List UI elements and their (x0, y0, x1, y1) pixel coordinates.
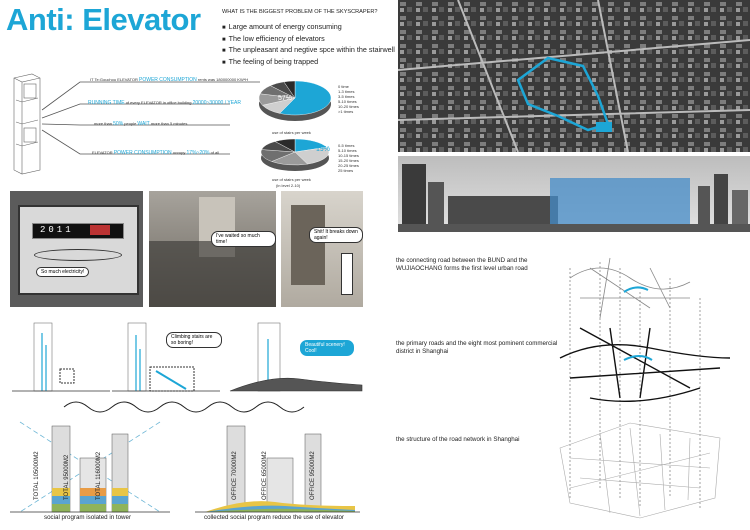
pie1-caption: use of stairs per week (272, 130, 311, 135)
map-caption-2: the primary roads and the eight most pominent commercial district in Shanghai (396, 340, 558, 355)
problem-item: ■ The unpleasant and negtive spce within the stairwell (222, 45, 395, 57)
pie2-caption: use of stairs per week (272, 177, 311, 182)
legend-item: 5-10 times (338, 99, 357, 104)
aerial-map-texture (398, 0, 750, 152)
legend-item: 25 times (338, 168, 354, 173)
isolated-program-caption: social program isolated in tower (44, 514, 132, 521)
stairs-use-pie-1 (255, 78, 335, 126)
bar-left-label-3: TOTAL 116000M2 (96, 451, 102, 500)
road-network-layers (540, 248, 750, 528)
pie1-legend (338, 84, 370, 114)
collected-program-diagram (185, 418, 365, 522)
legend-item: 20-25 times (338, 163, 359, 168)
page-title: Anti: Elevator (6, 2, 201, 37)
legend-item: 15-20 times (338, 158, 359, 163)
stat-running-time: RUNNING TIME of every ELEVATOR in office building 20000~30000 / YEAR (88, 100, 241, 106)
lobby-speech-bubble: I've waited so much time! (211, 231, 276, 247)
meter-digits: 2011 (40, 225, 74, 235)
legend-item: 0-5 times (338, 143, 355, 148)
problem-item: ■ Large amount of energy consuming (222, 22, 395, 34)
meter-speech-bubble: So much electricity! (36, 267, 89, 277)
stairs-use-pie-2 (255, 136, 335, 176)
aerial-city-map (398, 0, 750, 152)
map-caption-1: the connecting road between the BUND and the WUJIAOCHANG forms the first level urban road (396, 257, 528, 272)
legend-item: 5-10 times (338, 148, 357, 153)
problem-item: ■ The low efficiency of elevators (222, 34, 395, 46)
legend-item: 1-3 times (338, 89, 355, 94)
boring-stairs-bubble: Climbing stairs are so boring! (166, 332, 222, 348)
skyline-panorama-photo (398, 156, 750, 232)
elevator-shaft-diagram (0, 70, 270, 185)
bar-left-label-2: TOTAL 95000M2 (64, 454, 70, 500)
stat-wait-time: more than 50% people WAIT more than 5 minutes (94, 121, 188, 127)
legend-item: 3-5 times (338, 94, 355, 99)
legend-item: >1 times (338, 109, 354, 114)
legend-item: 0 time (338, 84, 349, 89)
question-heading: WHAT IS THE BIGGEST PROBLEM OF THE SKYSCRAPER? (222, 9, 378, 15)
bar-right-label-3: OFFICE 95000M2 (310, 451, 316, 500)
bar-right-label-1: OFFICE 70000M2 (232, 451, 238, 500)
stat-power-total: IT Te:Gouchou ELEVATOR POWER CONSUMPTION rents was 180000000 KW*H (90, 77, 249, 83)
bar-right-label-2: OFFICE 65000M2 (262, 451, 268, 500)
legend-item: 10-20 times (338, 104, 359, 109)
pie2-legend (338, 143, 370, 173)
broken-elevator-speech-bubble: Shit! It breaks down again! (309, 227, 363, 243)
bar-left-label-1: TOTAL 105000M2 (34, 451, 40, 500)
problem-list (222, 22, 395, 68)
stat-power-share: ELEVATOR POWER CONSUMPTION occupy 17%~20% of all (92, 150, 220, 156)
scenery-bubble: Beautiful scenery! Cool! (300, 340, 354, 356)
pie2-caption-level: (in level 2-10) (276, 183, 301, 188)
elevator-lobby-photo (149, 191, 276, 307)
map-caption-3: the structure of the road network in Shanghai (396, 436, 520, 443)
collected-program-caption: collected social program reduce the use of elevator (204, 514, 344, 521)
electricity-meter-photo (10, 191, 143, 307)
problem-item: ■ The feeling of being trapped (222, 57, 395, 69)
pie1-percent-label: 57% (278, 95, 293, 102)
isolated-program-diagram (0, 418, 180, 522)
broken-elevator-photo (281, 191, 363, 307)
pie2-percent-label: 19% (316, 146, 331, 153)
legend-item: 10-15 times (338, 153, 359, 158)
